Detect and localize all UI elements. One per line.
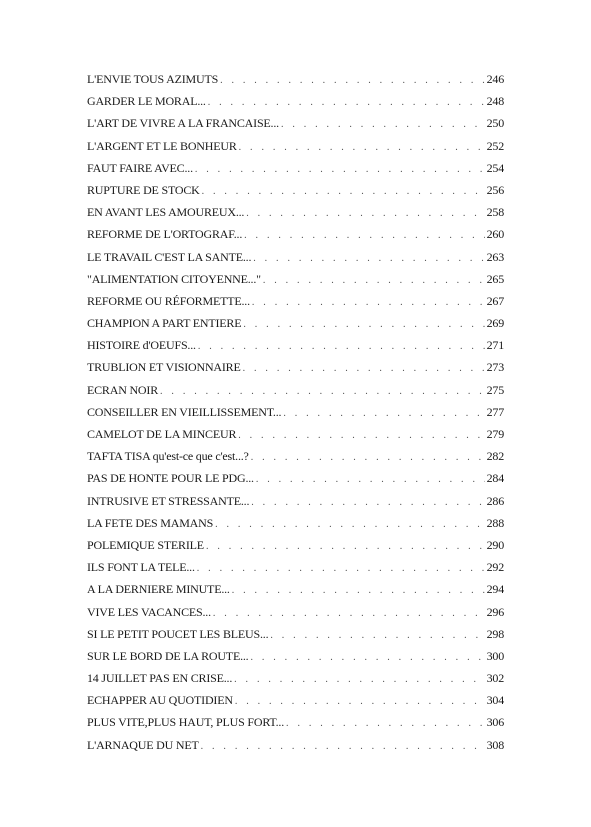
toc-entry-title: EN AVANT LES AMOUREUX... [87,205,245,220]
toc-entry-title: HISTOIRE d'OEUFS... [87,338,196,353]
toc-entry [87,512,504,534]
toc-entry [87,179,504,201]
toc-entry-title: A LA DERNIERE MINUTE... [87,582,230,597]
dot-leader [220,70,485,90]
toc-entry-title: TRUBLION ET VISIONNAIRE [87,360,241,375]
toc-entry-page: 265 [486,271,504,286]
toc-entry-page: 282 [486,449,504,464]
toc-entry-title: PAS DE HONTE POUR LE PDG... [87,471,254,486]
toc-entry-page: 252 [486,138,504,153]
toc-entry [87,112,504,134]
toc-entry-page: 269 [486,316,504,331]
dot-leader [160,381,485,401]
toc-entry-page: 290 [486,537,504,552]
dot-leader [206,536,485,556]
dot-leader [202,181,485,201]
toc-entry [87,556,504,578]
toc-entry-page: 277 [486,404,504,419]
toc-entry-title: "ALIMENTATION CITOYENNE..." [87,271,261,286]
toc-entry-title: VIVE LES VACANCES... [87,604,211,619]
toc-entry-title: L'ARNAQUE DU NET [87,737,199,752]
toc-entry-page: 300 [486,648,504,663]
toc-entry [87,312,504,334]
toc-entry-title: ECRAN NOIR [87,382,159,397]
toc-entry-title: CAMELOT DE LA MINCEUR [87,427,237,441]
toc-entry [87,423,504,445]
toc-entry [87,667,504,689]
dot-leader [252,292,485,312]
dot-leader [208,92,485,112]
toc-entry [87,467,504,489]
toc-entry-title: ILS FONT LA TELE... [87,560,195,575]
dot-leader [197,558,485,578]
dot-leader [286,713,485,733]
toc-entry [87,268,504,290]
toc-entry [87,201,504,223]
toc-entry-page: 308 [486,737,504,752]
dot-leader [253,248,484,268]
toc-entry [87,379,504,401]
toc-entry-title: ECHAPPER AU QUOTIDIEN [87,693,233,708]
toc-entry [87,290,504,312]
toc-entry-page: 286 [486,493,504,508]
toc-entry [87,601,504,623]
toc-entry [87,90,504,112]
toc-entry-page: 294 [486,582,504,597]
table-of-contents [87,68,504,756]
toc-entry-title: POLEMIQUE STERILE [87,537,204,552]
toc-entry-page: 284 [486,471,504,486]
toc-entry-title: CONSEILLER EN VIEILLISSEMENT... [87,404,282,419]
toc-entry-page: 292 [486,560,504,575]
dot-leader [238,425,484,445]
toc-entry-page: 254 [486,160,504,175]
toc-entry-title: FAUT FAIRE AVEC... [87,160,193,175]
dot-leader [213,603,485,623]
toc-entry [87,689,504,711]
toc-entry-page: 248 [486,94,504,109]
toc-entry-title: SI LE PETIT POUCET LES BLEUS... [87,626,269,641]
toc-entry-page: 267 [486,293,504,308]
dot-leader [251,492,484,512]
toc-entry [87,578,504,600]
toc-entry [87,135,504,157]
toc-entry-page: 288 [486,515,504,530]
dot-leader [281,114,485,134]
toc-entry-title: INTRUSIVE ET STRESSANTE... [87,493,250,508]
dot-leader [246,203,484,223]
dot-leader [250,647,484,667]
dot-leader [234,669,484,689]
toc-entry-page: 271 [486,338,504,353]
dot-leader [198,336,485,356]
dot-leader [251,447,485,467]
toc-entry [87,68,504,90]
toc-entry [87,645,504,667]
toc-entry [87,534,504,556]
toc-entry-page: 296 [486,604,504,619]
toc-entry-page: 275 [486,382,504,397]
dot-leader [201,736,485,756]
toc-entry-title: TAFTA TISA qu'est-ce que c'est...? [87,449,249,464]
toc-entry [87,223,504,245]
toc-entry [87,734,504,756]
toc-entry-page: 246 [486,72,504,86]
toc-entry [87,623,504,645]
dot-leader [263,270,485,290]
toc-entry-title: L'ARGENT ET LE BONHEUR [87,138,237,153]
toc-entry [87,157,504,179]
toc-entry [87,334,504,356]
dot-leader [195,159,485,179]
toc-entry [87,490,504,512]
toc-entry-title: RUPTURE DE STOCK [87,182,200,197]
dot-leader [244,225,484,245]
dot-leader [239,137,485,157]
toc-entry-page: 250 [486,116,504,131]
toc-entry-page: 273 [486,360,504,375]
toc-entry-title: GARDER LE MORAL... [87,94,206,109]
toc-entry [87,401,504,423]
toc-entry-page: 279 [486,427,504,441]
toc-entry-page: 256 [486,182,504,197]
toc-entry-page: 306 [486,715,504,730]
dot-leader [243,314,484,334]
dot-leader [283,403,484,423]
toc-entry [87,356,504,378]
toc-entry-title: REFORME DE L'ORTOGRAF... [87,227,243,242]
toc-entry-title: PLUS VITE,PLUS HAUT, PLUS FORT... [87,715,285,730]
dot-leader [232,580,485,600]
toc-entry-title: REFORME OU RÉFORMETTE... [87,293,250,308]
dot-leader [235,691,485,711]
dot-leader [270,625,484,645]
toc-entry-title: L'ART DE VIVRE A LA FRANCAISE... [87,116,279,131]
toc-entry-page: 263 [486,249,504,264]
toc-entry-page: 298 [486,626,504,641]
toc-entry-title: SUR LE BORD DE LA ROUTE... [87,648,249,663]
toc-entry-title: 14 JUILLET PAS EN CRISE... [87,671,233,686]
toc-entry [87,711,504,733]
dot-leader [215,514,485,534]
toc-entry-page: 304 [486,693,504,708]
dot-leader [256,469,485,489]
toc-entry-title: LA FETE DES MAMANS [87,515,214,530]
toc-entry-title: CHAMPION A PART ENTIERE [87,316,242,331]
dot-leader [243,358,485,378]
toc-entry-title: LE TRAVAIL C'EST LA SANTE... [87,249,252,264]
toc-entry-page: 260 [486,227,504,242]
toc-entry-page: 302 [486,671,504,686]
toc-entry [87,445,504,467]
toc-entry-page: 258 [486,205,504,220]
toc-entry [87,246,504,268]
toc-entry-title: L'ENVIE TOUS AZIMUTS [87,72,219,86]
